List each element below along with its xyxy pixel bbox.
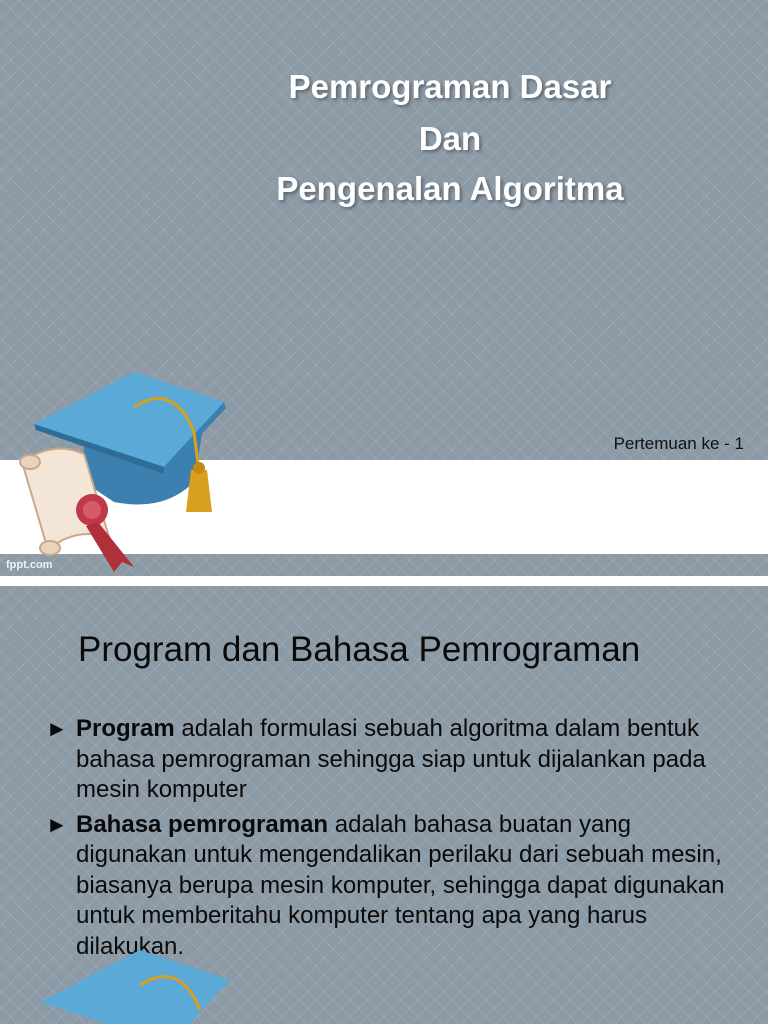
- slide-title: Program dan Bahasa Pemrograman: [78, 630, 641, 669]
- graduation-cap-icon: [14, 362, 234, 576]
- arrow-bullet-icon: ►: [46, 811, 68, 837]
- arrow-bullet-icon: ►: [46, 716, 68, 741]
- subtitle: Pertemuan ke - 1: [613, 434, 744, 453]
- bullet-text: adalah formulasi sebuah algoritma dalam bentuk bahasa pemrograman sehingga siap untuk dijalankan pada mesin komputer: [76, 715, 706, 803]
- bullet-term: Bahasa pemrograman: [76, 810, 329, 838]
- title-line-3: Pengenalan Algoritma: [276, 170, 624, 207]
- title-line-2: Dan: [418, 120, 482, 157]
- bullet-list: [46, 714, 726, 966]
- bullet-term: Program: [76, 715, 175, 742]
- bullet-text: adalah bahasa buatan yang digunakan untuk mengendalikan perilaku dari sebuah mesin, biasanya berupa mesin komputer, sehingga dapat digunakan untuk memberitahu komputer tentang apa yang harus dilakukan.: [76, 810, 725, 960]
- slide-divider: [0, 576, 768, 586]
- watermark: fppt.com: [6, 559, 53, 571]
- graduation-cap-icon: [20, 940, 240, 1024]
- title-line-1: Pemrograman Dasar: [288, 68, 612, 105]
- content-slide: [0, 586, 768, 1024]
- bullet-item: [46, 714, 726, 806]
